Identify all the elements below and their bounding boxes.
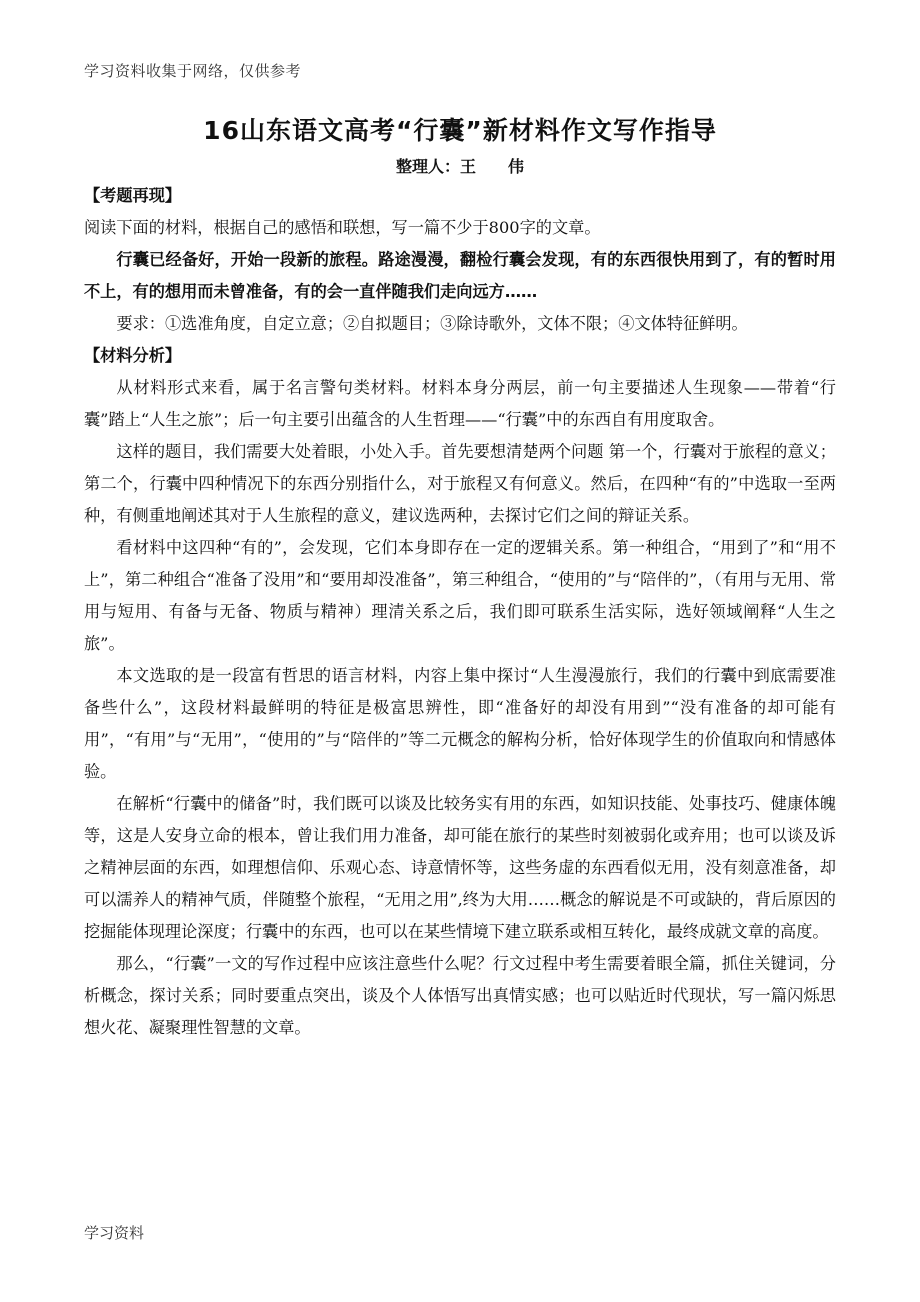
analysis-paragraph: 在解析“行囊中的储备”时，我们既可以谈及比较务实有用的东西，如知识技能、处事技巧、健康体魄等，这是人安身立命的根本，曾让我们用力准备，却可能在旅行的某些时刻被弱化或弃用；也可以谈及诉之精神层面的东西，如理想信仰、乐观心态、诗意情怀等，这些务虚的东西看似无用，没有刻意准备，却可以濡养人的精神气质，伴随整个旅程，“无用之用”,终为大用……概念的解说是不可或缺的，背后原因的挖掘能体现理论深度；行囊中的东西，也可以在某些情境下建立联系或相互转化，最终成就文章的高度。 (84, 794, 836, 941)
section-heading-analysis: 【材料分析】 (84, 346, 182, 365)
exam-prompt: 阅读下面的材料，根据自己的感悟和联想，写一篇不少于800字的文章。 (84, 218, 601, 237)
footer-note: 学习资料 (84, 1224, 145, 1242)
header-note: 学习资料收集于网络，仅供参考 (84, 62, 302, 80)
document-author: 整理人：王 伟 (395, 157, 524, 176)
exam-requirements: 要求：①选准角度，自定立意；②自拟题目；③除诗歌外，文体不限；④文体特征鲜明。 (116, 314, 748, 333)
analysis-paragraph: 看材料中这四种“有的”，会发现，它们本身即存在一定的逻辑关系。第一种组合，“用到了”和“用不上”，第二种组合“准备了没用”和“要用却没准备”，第三种组合，“使用的”与“陪伴的”，（有用与无用、常用与短用、有备与无备、物质与精神）理清关系之后，我们即可联系生活实际，选好领域阐释“人生之旅”。 (84, 538, 836, 653)
analysis-paragraph: 从材料形式来看，属于名言警句类材料。材料本身分两层，前一句主要描述人生现象——带着“行囊”踏上“人生之旅”；后一句主要引出蕴含的人生哲理——“行囊”中的东西自有用度取舍。 (84, 378, 836, 429)
exam-material: 行囊已经备好，开始一段新的旅程。路途漫漫，翻检行囊会发现，有的东西很快用到了，有的暂时用不上，有的想用而未曾准备，有的会一直伴随我们走向远方…… (84, 250, 836, 301)
analysis-paragraph: 那么，“行囊”一文的写作过程中应该注意些什么呢？行文过程中考生需要着眼全篇，抓住关键词，分析概念，探讨关系；同时要重点突出，谈及个人体悟写出真情实感；也可以贴近时代现状，写一篇闪烁思想火花、凝聚理性智慧的文章。 (84, 954, 836, 1037)
document-title: 16山东语文高考“行囊”新材料作文写作指导 (203, 116, 717, 145)
section-heading-exam: 【考题再现】 (84, 186, 182, 205)
analysis-paragraph: 本文选取的是一段富有哲思的语言材料，内容上集中探讨“人生漫漫旅行，我们的行囊中到底需要准备些什么”，这段材料最鲜明的特征是极富思辨性，即“准备好的却没有用到”“没有准备的却可能有用”，“有用”与“无用”，“使用的”与“陪伴的”等二元概念的解构分析，恰好体现学生的价值取向和情感体验。 (84, 666, 836, 781)
analysis-paragraph: 这样的题目，我们需要大处着眼，小处入手。首先要想清楚两个问题 第一个，行囊对于旅程的意义；第二个，行囊中四种情况下的东西分别指什么，对于旅程又有何意义。然后，在四种“有的”中选取一至两种，有侧重地阐述其对于人生旅程的意义，建议选两种，去探讨它们之间的辩证关系。 (84, 442, 836, 525)
document-body (84, 180, 836, 1044)
